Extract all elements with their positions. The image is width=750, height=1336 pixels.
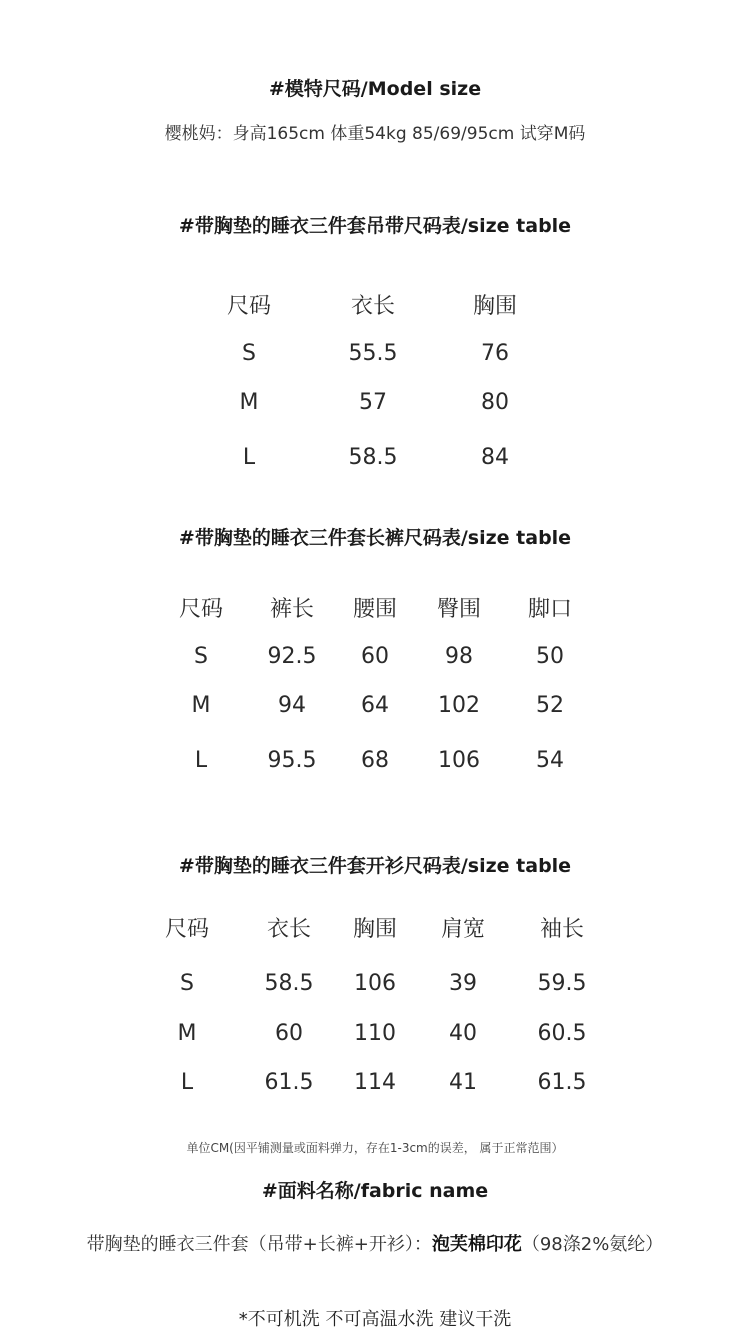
table-cell: M <box>191 693 211 718</box>
table-header-cell: 裤长 <box>269 597 315 622</box>
model-size-heading: #模特尺码/Model size <box>268 78 482 100</box>
table-cell: M <box>177 1021 197 1046</box>
table-header-cell: 臀围 <box>436 597 482 622</box>
table-cell: L <box>242 445 256 470</box>
table-header-cell: 尺码 <box>226 294 272 319</box>
table-cell: 106 <box>438 748 480 773</box>
fabric-description <box>0 1230 750 1256</box>
table-cell: 106 <box>354 971 396 996</box>
table-cell: 39 <box>449 971 477 996</box>
fabric-prefix: 带胸垫的睡衣三件套（吊带+长裤+开衫）： <box>86 1234 432 1255</box>
table-cell: 61.5 <box>537 1070 587 1095</box>
table-cell: 92.5 <box>267 644 317 669</box>
table-cell: 50 <box>536 644 564 669</box>
table-cell: 94 <box>278 693 306 718</box>
table-cell: 58.5 <box>264 971 314 996</box>
table-cell: L <box>180 1070 194 1095</box>
table-cell: S <box>180 971 194 996</box>
table-cell: 76 <box>481 341 509 366</box>
table-cell: 68 <box>361 748 389 773</box>
unit-note: 单位CM(因平铺测量或面料弹力，存在1-3cm的误差， 属于正常范围） <box>186 1141 564 1155</box>
table-cell: 41 <box>449 1070 477 1095</box>
table-header-cell: 衣长 <box>266 917 312 942</box>
table-cell: S <box>242 341 256 366</box>
table-cell: 55.5 <box>348 341 398 366</box>
table-cell: 59.5 <box>537 971 587 996</box>
fabric-heading: #面料名称/fabric name <box>261 1180 489 1202</box>
table-cell: S <box>194 644 208 669</box>
table-cell: 61.5 <box>264 1070 314 1095</box>
table-cell: 60.5 <box>537 1021 587 1046</box>
table-cell: 114 <box>354 1070 396 1095</box>
table-cell: M <box>239 390 259 415</box>
table-cell: 57 <box>359 390 387 415</box>
table-cell: 60 <box>275 1021 303 1046</box>
table-cell: 95.5 <box>267 748 317 773</box>
table-cell: 40 <box>449 1021 477 1046</box>
table-header-cell: 腰围 <box>352 597 398 622</box>
table-cell: 58.5 <box>348 445 398 470</box>
table-header-cell: 尺码 <box>164 917 210 942</box>
table-header-cell: 袖长 <box>539 917 585 942</box>
cardigan-table-heading: #带胸垫的睡衣三件套开衫尺码表/size table <box>178 855 572 877</box>
table-header-cell: 脚口 <box>527 597 573 622</box>
fabric-material: 泡芙棉印花 <box>431 1234 522 1255</box>
table-cell: L <box>194 748 208 773</box>
table-header-cell: 尺码 <box>178 597 224 622</box>
table-header-cell: 肩宽 <box>440 917 486 942</box>
table-cell: 64 <box>361 693 389 718</box>
care-instructions: *不可机洗 不可高温水洗 建议干洗 <box>238 1309 512 1330</box>
table-cell: 84 <box>481 445 509 470</box>
table-cell: 80 <box>481 390 509 415</box>
table-cell: 110 <box>354 1021 396 1046</box>
model-size-details: 樱桃妈：身高165cm 体重54kg 85/69/95cm 试穿M码 <box>164 124 586 144</box>
table-cell: 60 <box>361 644 389 669</box>
fabric-composition: （98涤2%氨纶） <box>521 1234 664 1255</box>
table-header-cell: 胸围 <box>472 294 518 319</box>
table-cell: 54 <box>536 748 564 773</box>
camisole-table-heading: #带胸垫的睡衣三件套吊带尺码表/size table <box>178 215 572 237</box>
table-cell: 52 <box>536 693 564 718</box>
table-header-cell: 衣长 <box>350 294 396 319</box>
pants-table-heading: #带胸垫的睡衣三件套长裤尺码表/size table <box>178 527 572 549</box>
table-header-cell: 胸围 <box>352 917 398 942</box>
table-cell: 102 <box>438 693 480 718</box>
table-cell: 98 <box>445 644 473 669</box>
